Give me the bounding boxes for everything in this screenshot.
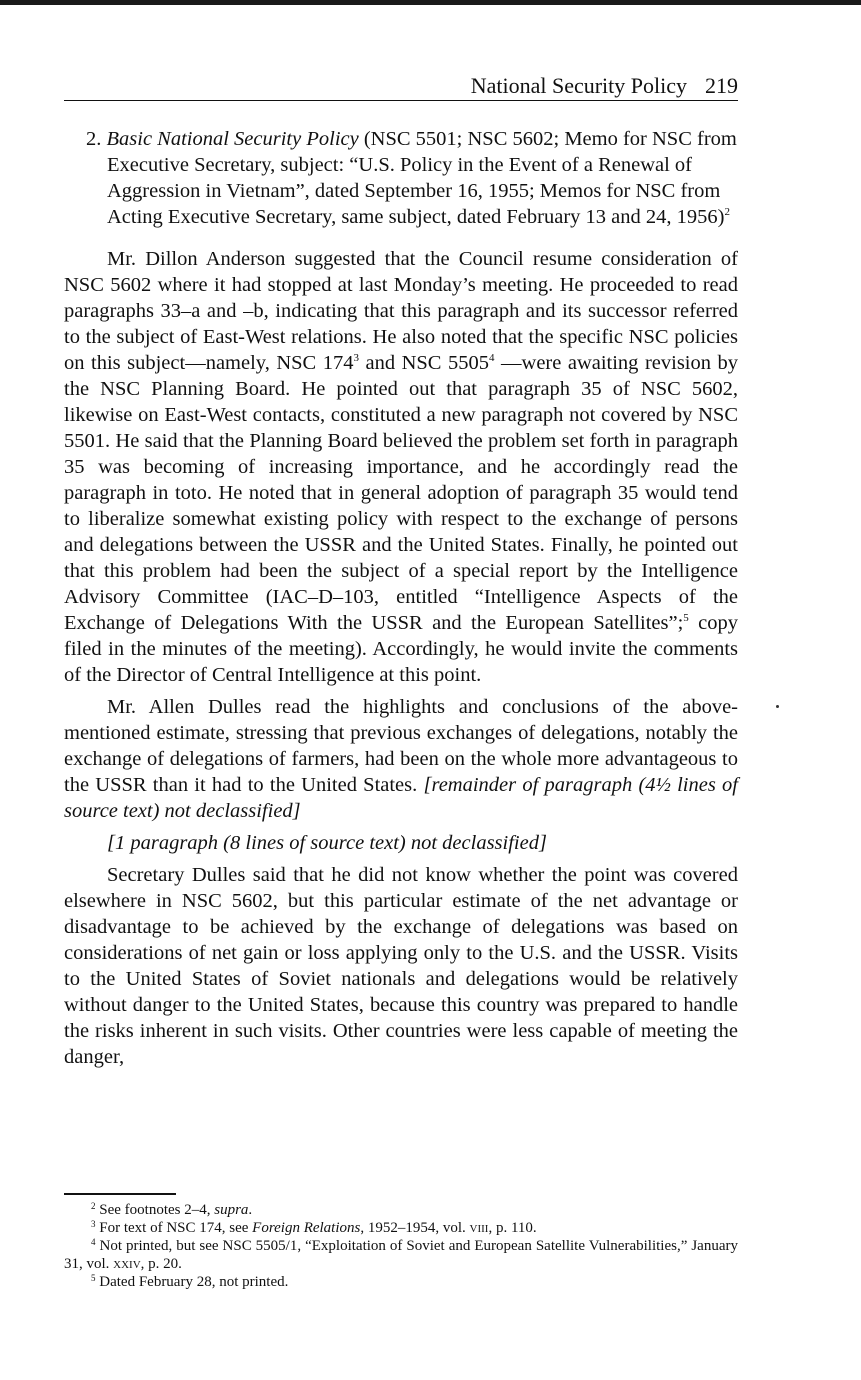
- footnotes: [64, 1201, 738, 1291]
- footnote-5: [64, 1273, 738, 1291]
- footnote-ref-2: 2: [724, 206, 730, 218]
- footnote-ref-4: 4: [489, 352, 495, 364]
- footnote-number: 4: [91, 1237, 96, 1247]
- body-text: [64, 126, 738, 1070]
- footnote-text: .: [248, 1202, 253, 1218]
- redaction-note: [1 paragraph (8 lines of source text) not declassified]: [107, 832, 547, 854]
- footnote-ref-3: 3: [353, 352, 359, 364]
- running-header: [64, 72, 738, 101]
- footnote-text: See footnotes 2–4,: [95, 1202, 215, 1218]
- paragraph-text: copy filed in the minutes of the meeting). Accordingly, he would invite the comments of the Director of Central Intelligence at this point.: [64, 612, 738, 686]
- running-header-title: National Security Policy: [470, 73, 687, 98]
- paragraph-text: Mr. Allen Dulles read the highlights and conclusions of the above-mentioned estimate, stressing that previous exchanges of delegations, notably the exchange of delegations of farmers, had been on the whole more advantageous to the USSR than it had to the United States.: [64, 696, 738, 796]
- agenda-item-references: (NSC 5501; NSC 5602; Memo for NSC from Executive Secretary, subject: “U.S. Policy in the Event of a Renewal of Aggression in Vietnam”, dated September 16, 1955; Memos for NSC from Acting Executive Secretary, same subject, dated February 13 and 24, 1956): [107, 128, 737, 228]
- footnote-volume: viii: [469, 1220, 489, 1236]
- footnote-emphasis: Foreign Relations: [252, 1220, 361, 1236]
- agenda-item-2: [64, 126, 738, 230]
- page-top-border: [0, 0, 861, 5]
- footnote-4: [64, 1237, 738, 1273]
- footnote-text: Not printed, but see NSC 5505/1, “Exploitation of Soviet and European Satellite Vulnerabilities,” January 31, vol.: [64, 1238, 738, 1272]
- paragraph-text: —were awaiting revision by the NSC Planning Board. He pointed out that paragraph 35 of NSC 5602, likewise on East-West contacts, constituted a new paragraph not covered by NSC 5501. He said that the Planning Board believed the problem set forth in paragraph 35 was becoming of increasing importance, and he accordingly read the paragraph in toto. He noted that in general adoption of paragraph 35 would tend to liberalize somewhat existing policy with respect to the exchange of persons and delegations between the USSR and the United States. Finally, he pointed out that this problem had been the subject of a special report by the Intelligence Advisory Committee (IAC–D–103, entitled “Intelligence Aspects of the Exchange of Delegations With the USSR and the European Satellites”;: [64, 352, 738, 634]
- scan-speck: [776, 705, 779, 708]
- footnote-number: 2: [91, 1201, 96, 1211]
- footnote-ref-5: 5: [683, 612, 689, 624]
- paragraph-allen-dulles: [64, 694, 738, 824]
- footnote-text: , 1952–1954, vol.: [360, 1220, 470, 1236]
- footnote-volume: xxiv: [113, 1256, 141, 1272]
- paragraph-text: and NSC 5505: [358, 352, 489, 374]
- paragraph-secretary-dulles: [64, 862, 738, 1070]
- footnote-2: [64, 1201, 738, 1219]
- page-number: 219: [705, 73, 738, 98]
- footnote-3: [64, 1219, 738, 1237]
- footnote-text: For text of NSC 174, see: [95, 1220, 253, 1236]
- footnote-rule: [64, 1193, 176, 1195]
- paragraph-text: Mr. Dillon Anderson suggested that the Council resume consideration of NSC 5602 where it had stopped at last Monday’s meeting. He proceeded to read paragraphs 33–a and –b, indicating that this paragraph and its successor referred to the subject of East-West relations. He also noted that the specific NSC policies on this subject—namely, NSC 174: [64, 248, 738, 374]
- paragraph-text: Secretary Dulles said that he did not know whether the point was covered elsewhere in NSC 5602, but this particular estimate of the net advantage or disadvantage to be achieved by the exchange of delegations was based on considerations of net gain or loss applying only to the U.S. and the USSR. Visits to the United States of Soviet nationals and delegations would be relatively without danger to the United States, because this country was prepared to handle the risks inherent in such visits. Other countries were less capable of meeting the danger,: [64, 864, 738, 1068]
- footnote-text: , p. 110.: [488, 1220, 537, 1236]
- agenda-item-number: 2.: [86, 128, 102, 150]
- footnote-text: Dated February 28, not printed.: [95, 1274, 289, 1290]
- footnote-emphasis: supra: [214, 1202, 249, 1218]
- redaction-note: [remainder of paragraph (4½ lines of source text) not declassified]: [64, 774, 738, 822]
- footnote-number: 5: [91, 1273, 96, 1283]
- footnote-text: , p. 20.: [140, 1256, 182, 1272]
- paragraph-anderson: [64, 246, 738, 688]
- agenda-item-title: Basic National Security Policy: [106, 128, 359, 150]
- paragraph-redacted: [64, 830, 738, 856]
- footnote-number: 3: [91, 1219, 96, 1229]
